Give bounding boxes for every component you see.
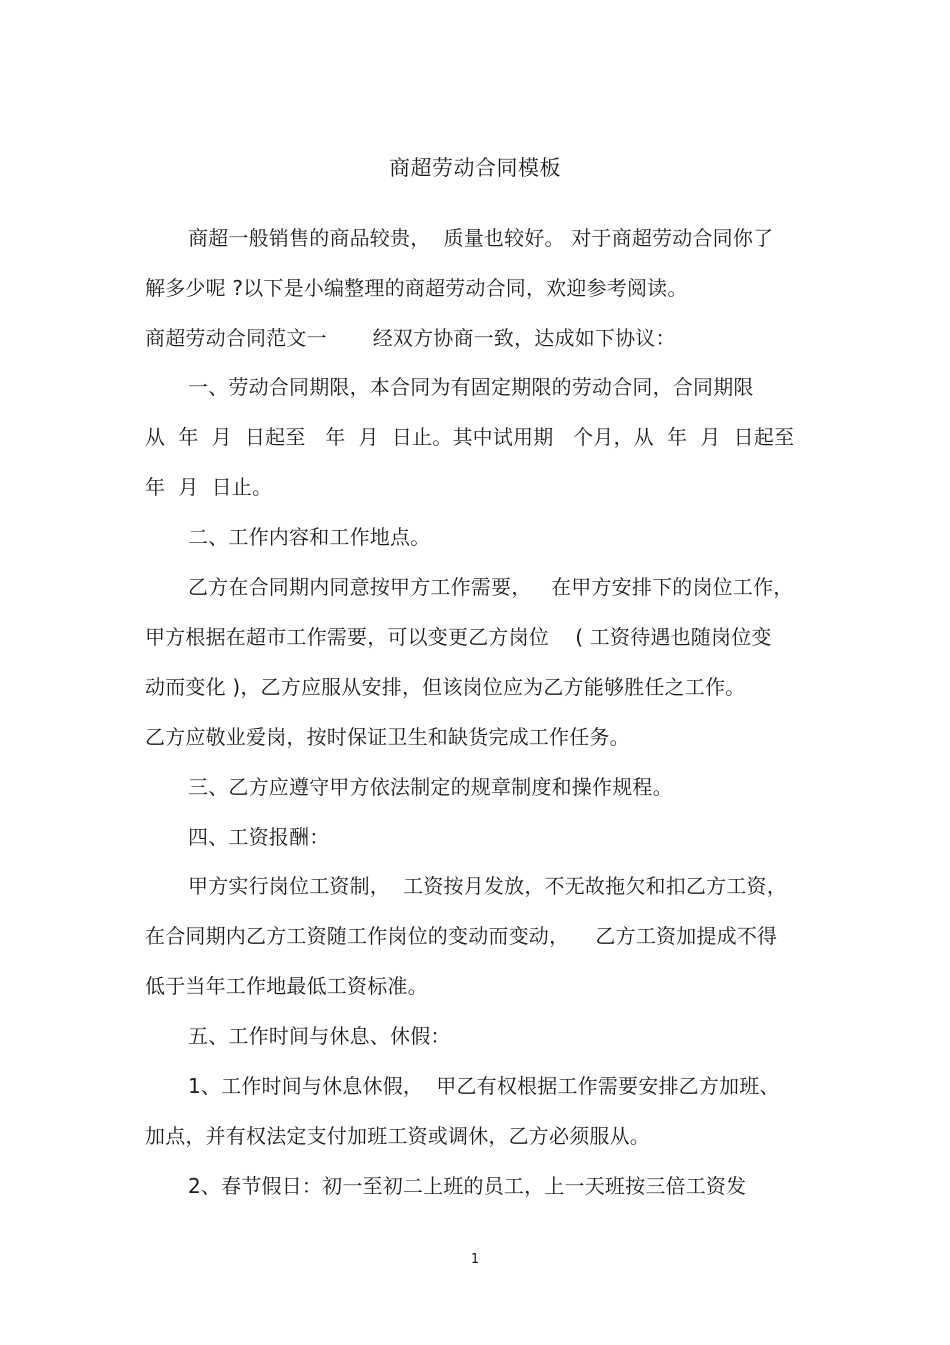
paragraph-line: 解多少呢 ?以下是小编整理的商超劳动合同，欢迎参考阅读。 [145,276,688,300]
paragraph-line: 三、乙方应遵守甲方依法制定的规章制度和操作规程。 [188,775,673,799]
document-title: 商超劳动合同模板 [389,156,561,180]
paragraph-line: 乙方在合同期内同意按甲方工作需要， 在甲方安排下的岗位工作， [188,575,794,599]
paragraph-line: 年 月 日止。 [145,475,273,499]
paragraph-line: 甲方实行岗位工资制， 工资按月发放，不无故拖欠和扣乙方工资， [188,874,787,898]
paragraph-line: 甲方根据在超市工作需要，可以变更乙方岗位 ( 工资待遇也随岗位变 [145,625,772,649]
paragraph-line: 商超一般销售的商品较贵， 质量也较好。 对于商超劳动合同你了 [188,226,774,250]
paragraph-line: 乙方应敬业爱岗，按时保证卫生和缺货完成工作任务。 [145,725,630,749]
paragraph-line: 1、工作时间与休息休假， 甲乙有权根据工作需要安排乙方加班、 [188,1074,780,1098]
paragraph-line: 商超劳动合同范文一 经双方协商一致，达成如下协议： [145,326,676,350]
page-number: 1 [470,1252,480,1267]
paragraph-line: 低于当年工作地最低工资标准。 [145,974,428,998]
paragraph-line: 加点，并有权法定支付加班工资或调休，乙方必须服从。 [145,1124,650,1148]
paragraph-line: 五、工作时间与休息、休假： [188,1024,451,1048]
paragraph-line: 在合同期内乙方工资随工作岗位的变动而变动， 乙方工资加提成不得 [145,924,778,948]
paragraph-line: 动而变化 )，乙方应服从安排，但该岗位应为乙方能够胜任之工作。 [145,675,746,699]
paragraph-line: 一、劳动合同期限，本合同为有固定期限的劳动合同，合同期限 [188,375,754,399]
paragraph-line: 2、春节假日：初一至初二上班的员工，上一天班按三倍工资发 [188,1174,747,1198]
paragraph-line: 四、工资报酬： [188,825,330,849]
paragraph-line: 从 年 月 日起至 年 月 日止。其中试用期 个月，从 年 月 日起至 [145,425,795,449]
paragraph-line: 二、工作内容和工作地点。 [188,525,431,549]
